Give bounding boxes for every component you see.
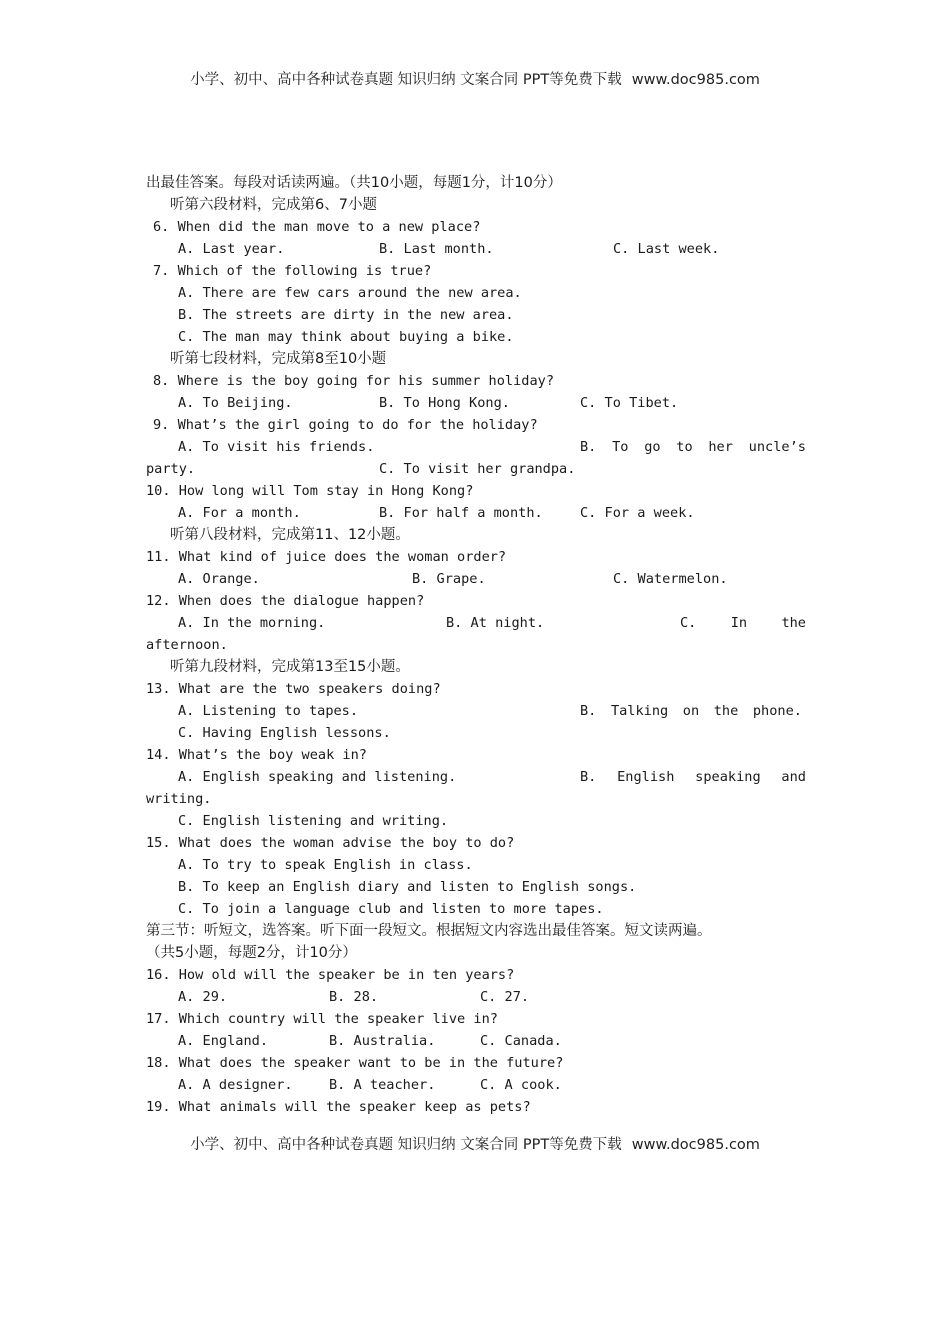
- question-number: 11.: [146, 549, 171, 565]
- options-12: [146, 612, 806, 634]
- options-8: [146, 392, 806, 414]
- question-text: What’s the boy weak in?: [178, 747, 367, 763]
- option-b: B. For half a month.: [379, 505, 543, 521]
- question-number: 9.: [153, 417, 170, 433]
- option-b: B. To Hong Kong.: [379, 395, 510, 411]
- question-text: What kind of juice does the woman order?: [178, 549, 507, 565]
- option-15c: C. To join a language club and listen to more tapes.: [178, 901, 604, 917]
- question-text: How long will Tom stay in Hong Kong?: [178, 483, 474, 499]
- question-12: [146, 590, 806, 612]
- question-text: When does the dialogue happen?: [178, 593, 425, 609]
- option-12c-continued: afternoon.: [146, 637, 228, 653]
- intro-line: 出最佳答案。每段对话读两遍。（共10小题，每题1分，计10分）: [146, 175, 562, 191]
- header-site: www.doc985.com: [631, 72, 760, 88]
- options-14: [146, 766, 806, 788]
- question-text: When did the man move to a new place?: [177, 219, 481, 235]
- option-7c: C. The man may think about buying a bike.: [178, 329, 514, 345]
- option-7a: A. There are few cars around the new area.: [178, 285, 522, 301]
- option-b: B. Last month.: [379, 241, 494, 257]
- question-7: [146, 260, 806, 282]
- word: on: [682, 703, 700, 719]
- question-15: [146, 832, 806, 854]
- question-14: [146, 744, 806, 766]
- page-footer: [0, 1133, 950, 1154]
- word: phone.: [752, 703, 802, 719]
- question-text: Which country will the speaker live in?: [178, 1011, 498, 1027]
- option-b: B. Grape.: [412, 571, 486, 587]
- word: her: [708, 439, 733, 455]
- word: speaking: [695, 769, 761, 785]
- question-text: Which of the following is true?: [177, 263, 432, 279]
- word: uncle’s: [748, 439, 806, 455]
- options-18: [146, 1074, 806, 1096]
- options-13: [146, 700, 806, 722]
- option-c: C. For a week.: [580, 505, 695, 521]
- question-11: [146, 546, 806, 568]
- question-6: [146, 216, 806, 238]
- option-a: A. Orange.: [178, 571, 260, 587]
- option-b: B. 28.: [329, 989, 379, 1005]
- option-7b: B. The streets are dirty in the new area.: [178, 307, 514, 323]
- question-17: [146, 1008, 806, 1030]
- section-8-heading: 听第八段材料，完成第11、12小题。: [170, 527, 410, 543]
- option-a: A. For a month.: [178, 505, 301, 521]
- word: In: [730, 615, 748, 631]
- question-number: 15.: [146, 835, 171, 851]
- option-14c: C. English listening and writing.: [178, 813, 449, 829]
- question-number: 12.: [146, 593, 171, 609]
- options-17: [146, 1030, 806, 1052]
- option-a: A. To visit his friends.: [178, 439, 375, 455]
- option-c: C. To visit her grandpa.: [379, 461, 576, 477]
- options-11: [146, 568, 806, 590]
- question-text: What animals will the speaker keep as pets?: [178, 1099, 531, 1115]
- option-a: A. English speaking and listening.: [178, 769, 457, 785]
- word: the: [781, 615, 806, 631]
- question-9: [146, 414, 806, 436]
- question-number: 17.: [146, 1011, 171, 1027]
- question-text: What’s the girl going to do for the holiday?: [177, 417, 538, 433]
- option-b: B. Australia.: [329, 1033, 436, 1049]
- option-c: C. Canada.: [480, 1033, 562, 1049]
- option-15a: A. To try to speak English in class.: [178, 857, 473, 873]
- word: To: [612, 439, 629, 455]
- word: C.: [680, 615, 697, 631]
- question-16: [146, 964, 806, 986]
- question-number: 13.: [146, 681, 171, 697]
- word: B.: [580, 769, 597, 785]
- option-c: C. To Tibet.: [580, 395, 679, 411]
- option-b: [580, 766, 806, 788]
- question-number: 7.: [153, 263, 170, 279]
- question-number: 14.: [146, 747, 171, 763]
- footer-text: 小学、初中、高中各种试卷真题 知识归纳 文案合同 PPT等免费下载: [190, 1137, 622, 1153]
- word: go: [644, 439, 661, 455]
- question-number: 6.: [153, 219, 170, 235]
- section-7-heading: 听第七段材料，完成第8至10小题: [170, 351, 387, 367]
- option-b: [580, 700, 802, 722]
- question-10: [146, 480, 806, 502]
- question-number: 19.: [146, 1099, 171, 1115]
- option-13c: C. Having English lessons.: [178, 725, 391, 741]
- options-9-cont: [146, 458, 806, 480]
- question-19: [146, 1096, 806, 1118]
- word: B.: [580, 703, 597, 719]
- options-16: [146, 986, 806, 1008]
- option-c: C. Last week.: [613, 241, 720, 257]
- question-number: 18.: [146, 1055, 171, 1071]
- question-text: What does the woman advise the boy to do?: [178, 835, 515, 851]
- word: to: [676, 439, 693, 455]
- question-text: What does the speaker want to be in the future?: [178, 1055, 564, 1071]
- question-13: [146, 678, 806, 700]
- option-c: C. A cook.: [480, 1077, 562, 1093]
- word: Talking: [610, 703, 669, 719]
- option-c: C. Watermelon.: [613, 571, 728, 587]
- option-15b: B. To keep an English diary and listen to English songs.: [178, 879, 637, 895]
- option-a: A. To Beijing.: [178, 395, 293, 411]
- exam-content: [146, 172, 806, 1118]
- question-text: How old will the speaker be in ten years?: [178, 967, 515, 983]
- question-text: What are the two speakers doing?: [178, 681, 441, 697]
- word: the: [713, 703, 739, 719]
- option-a: A. Listening to tapes.: [178, 703, 359, 719]
- option-c: [680, 612, 806, 634]
- footer-site: www.doc985.com: [631, 1137, 760, 1153]
- word: English: [617, 769, 675, 785]
- question-text: Where is the boy going for his summer holiday?: [177, 373, 555, 389]
- section-6-heading: 听第六段材料，完成第6、7小题: [170, 197, 377, 213]
- option-b-continued: party.: [146, 461, 196, 477]
- option-b: [580, 436, 806, 458]
- option-b: B. A teacher.: [329, 1077, 436, 1093]
- option-a: A. England.: [178, 1033, 269, 1049]
- option-a: A. A designer.: [178, 1077, 293, 1093]
- option-b: B. At night.: [446, 615, 545, 631]
- word: and: [781, 769, 806, 785]
- options-10: [146, 502, 806, 524]
- question-number: 16.: [146, 967, 171, 983]
- option-14b-continued: writing.: [146, 791, 212, 807]
- question-number: 10.: [146, 483, 171, 499]
- section-9-heading: 听第九段材料，完成第13至15小题。: [170, 659, 410, 675]
- option-c: C. 27.: [480, 989, 530, 1005]
- option-a: A. 29.: [178, 989, 228, 1005]
- part-3-scoring: （共5小题，每题2分，计10分）: [146, 945, 357, 961]
- question-number: 8.: [153, 373, 170, 389]
- word: B.: [580, 439, 597, 455]
- option-a: A. In the morning.: [178, 615, 326, 631]
- question-8: [146, 370, 806, 392]
- part-3-heading: 第三节：听短文，选答案。听下面一段短文。根据短文内容选出最佳答案。短文读两遍。: [146, 923, 712, 939]
- option-a: A. Last year.: [178, 241, 285, 257]
- page-header: [0, 68, 950, 89]
- options-9: [146, 436, 806, 458]
- options-6: [146, 238, 806, 260]
- header-text: 小学、初中、高中各种试卷真题 知识归纳 文案合同 PPT等免费下载: [190, 72, 622, 88]
- question-18: [146, 1052, 806, 1074]
